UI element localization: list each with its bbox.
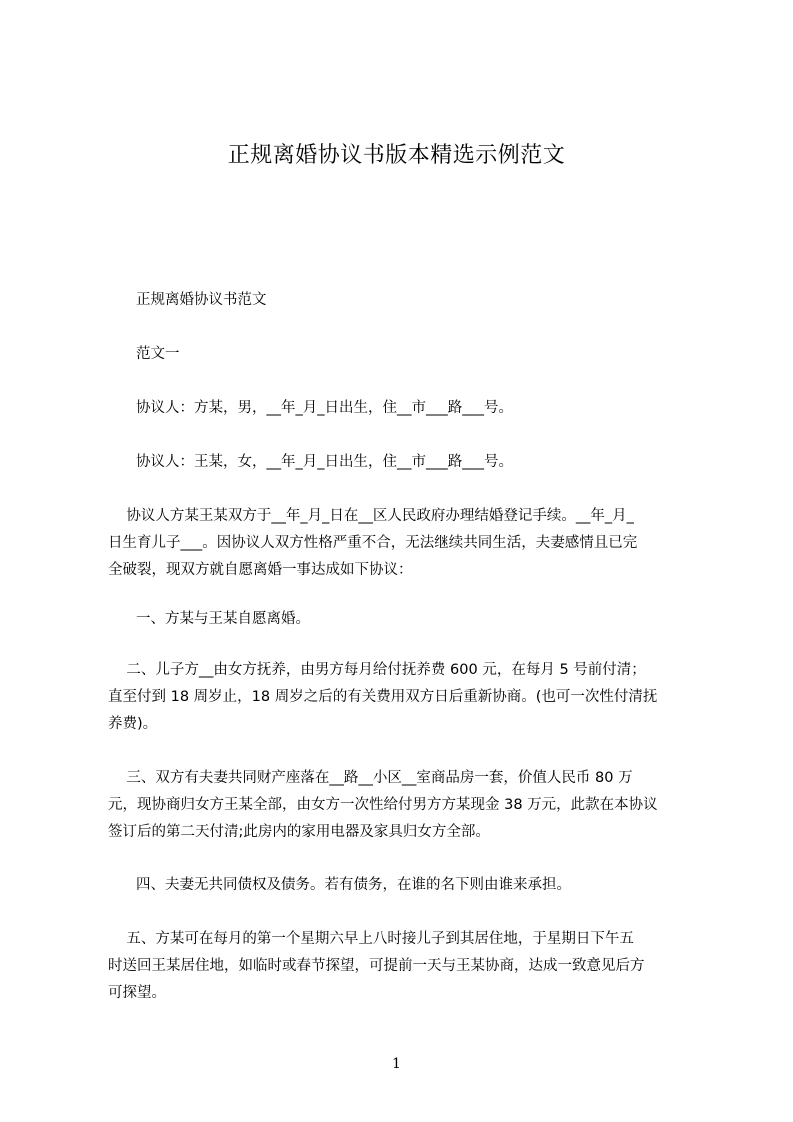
page-number: 1 [392, 1056, 401, 1072]
clause-2-line: 直至付到 18 周岁止，18 周岁之后的有关费用双方日后重新协商。(也可一次性付清抚 [108, 689, 658, 705]
clause-3 [108, 765, 700, 846]
clause-2 [108, 657, 700, 738]
clause-1: 一、方某与王某自愿离婚。 [136, 611, 310, 627]
clause-5 [108, 926, 700, 1007]
intro-paragraph [108, 503, 700, 584]
intro-line: 日生育儿子___。因协议人双方性格严重不合，无法继续共同生活，夫妻感情且已完 [108, 535, 638, 551]
clause-5-line: 五、方某可在每月的第一个星期六早上八时接儿子到其居住地，于星期日下午五 [108, 931, 634, 947]
clause-3-line: 元，现协商归女方王某全部，由女方一次性给付男方方某现金 38 万元，此款在本协议 [108, 797, 658, 813]
section-label: 范文一 [136, 346, 180, 362]
intro-line: 全破裂，现双方就自愿离婚一事达成如下协议： [108, 562, 413, 578]
clause-3-line: 三、双方有夫妻共同财产座落在__路__小区__室商品房一套，价值人民币 80 万 [108, 770, 633, 786]
party-1-info: 协议人：方某，男，__年_月_日出生，住__市___路___号。 [136, 400, 513, 416]
document-title: 正规离婚协议书版本精选示例范文 [227, 143, 566, 168]
clause-5-line: 可探望。 [108, 985, 166, 1001]
document-heading: 正规离婚协议书范文 [136, 292, 267, 308]
party-2-info: 协议人：王某，女，__年_月_日出生，住__市___路___号。 [136, 454, 513, 470]
clause-4: 四、夫妻无共同债权及债务。若有债务，在谁的名下则由谁来承担。 [136, 877, 571, 893]
clause-3-line: 签订后的第二天付清;此房内的家用电器及家具归女方全部。 [108, 824, 490, 840]
clause-2-line: 二、儿子方__由女方抚养，由男方每月给付抚养费 600 元，在每月 5 号前付清； [108, 662, 646, 678]
clause-2-line: 养费)。 [108, 716, 158, 732]
intro-line: 协议人方某王某双方于__年_月_日在__区人民政府办理结婚登记手续。__年_月_ [108, 508, 634, 524]
clause-5-line: 时送回王某居住地，如临时或春节探望，可提前一天与王某协商，达成一致意见后方 [108, 958, 645, 974]
